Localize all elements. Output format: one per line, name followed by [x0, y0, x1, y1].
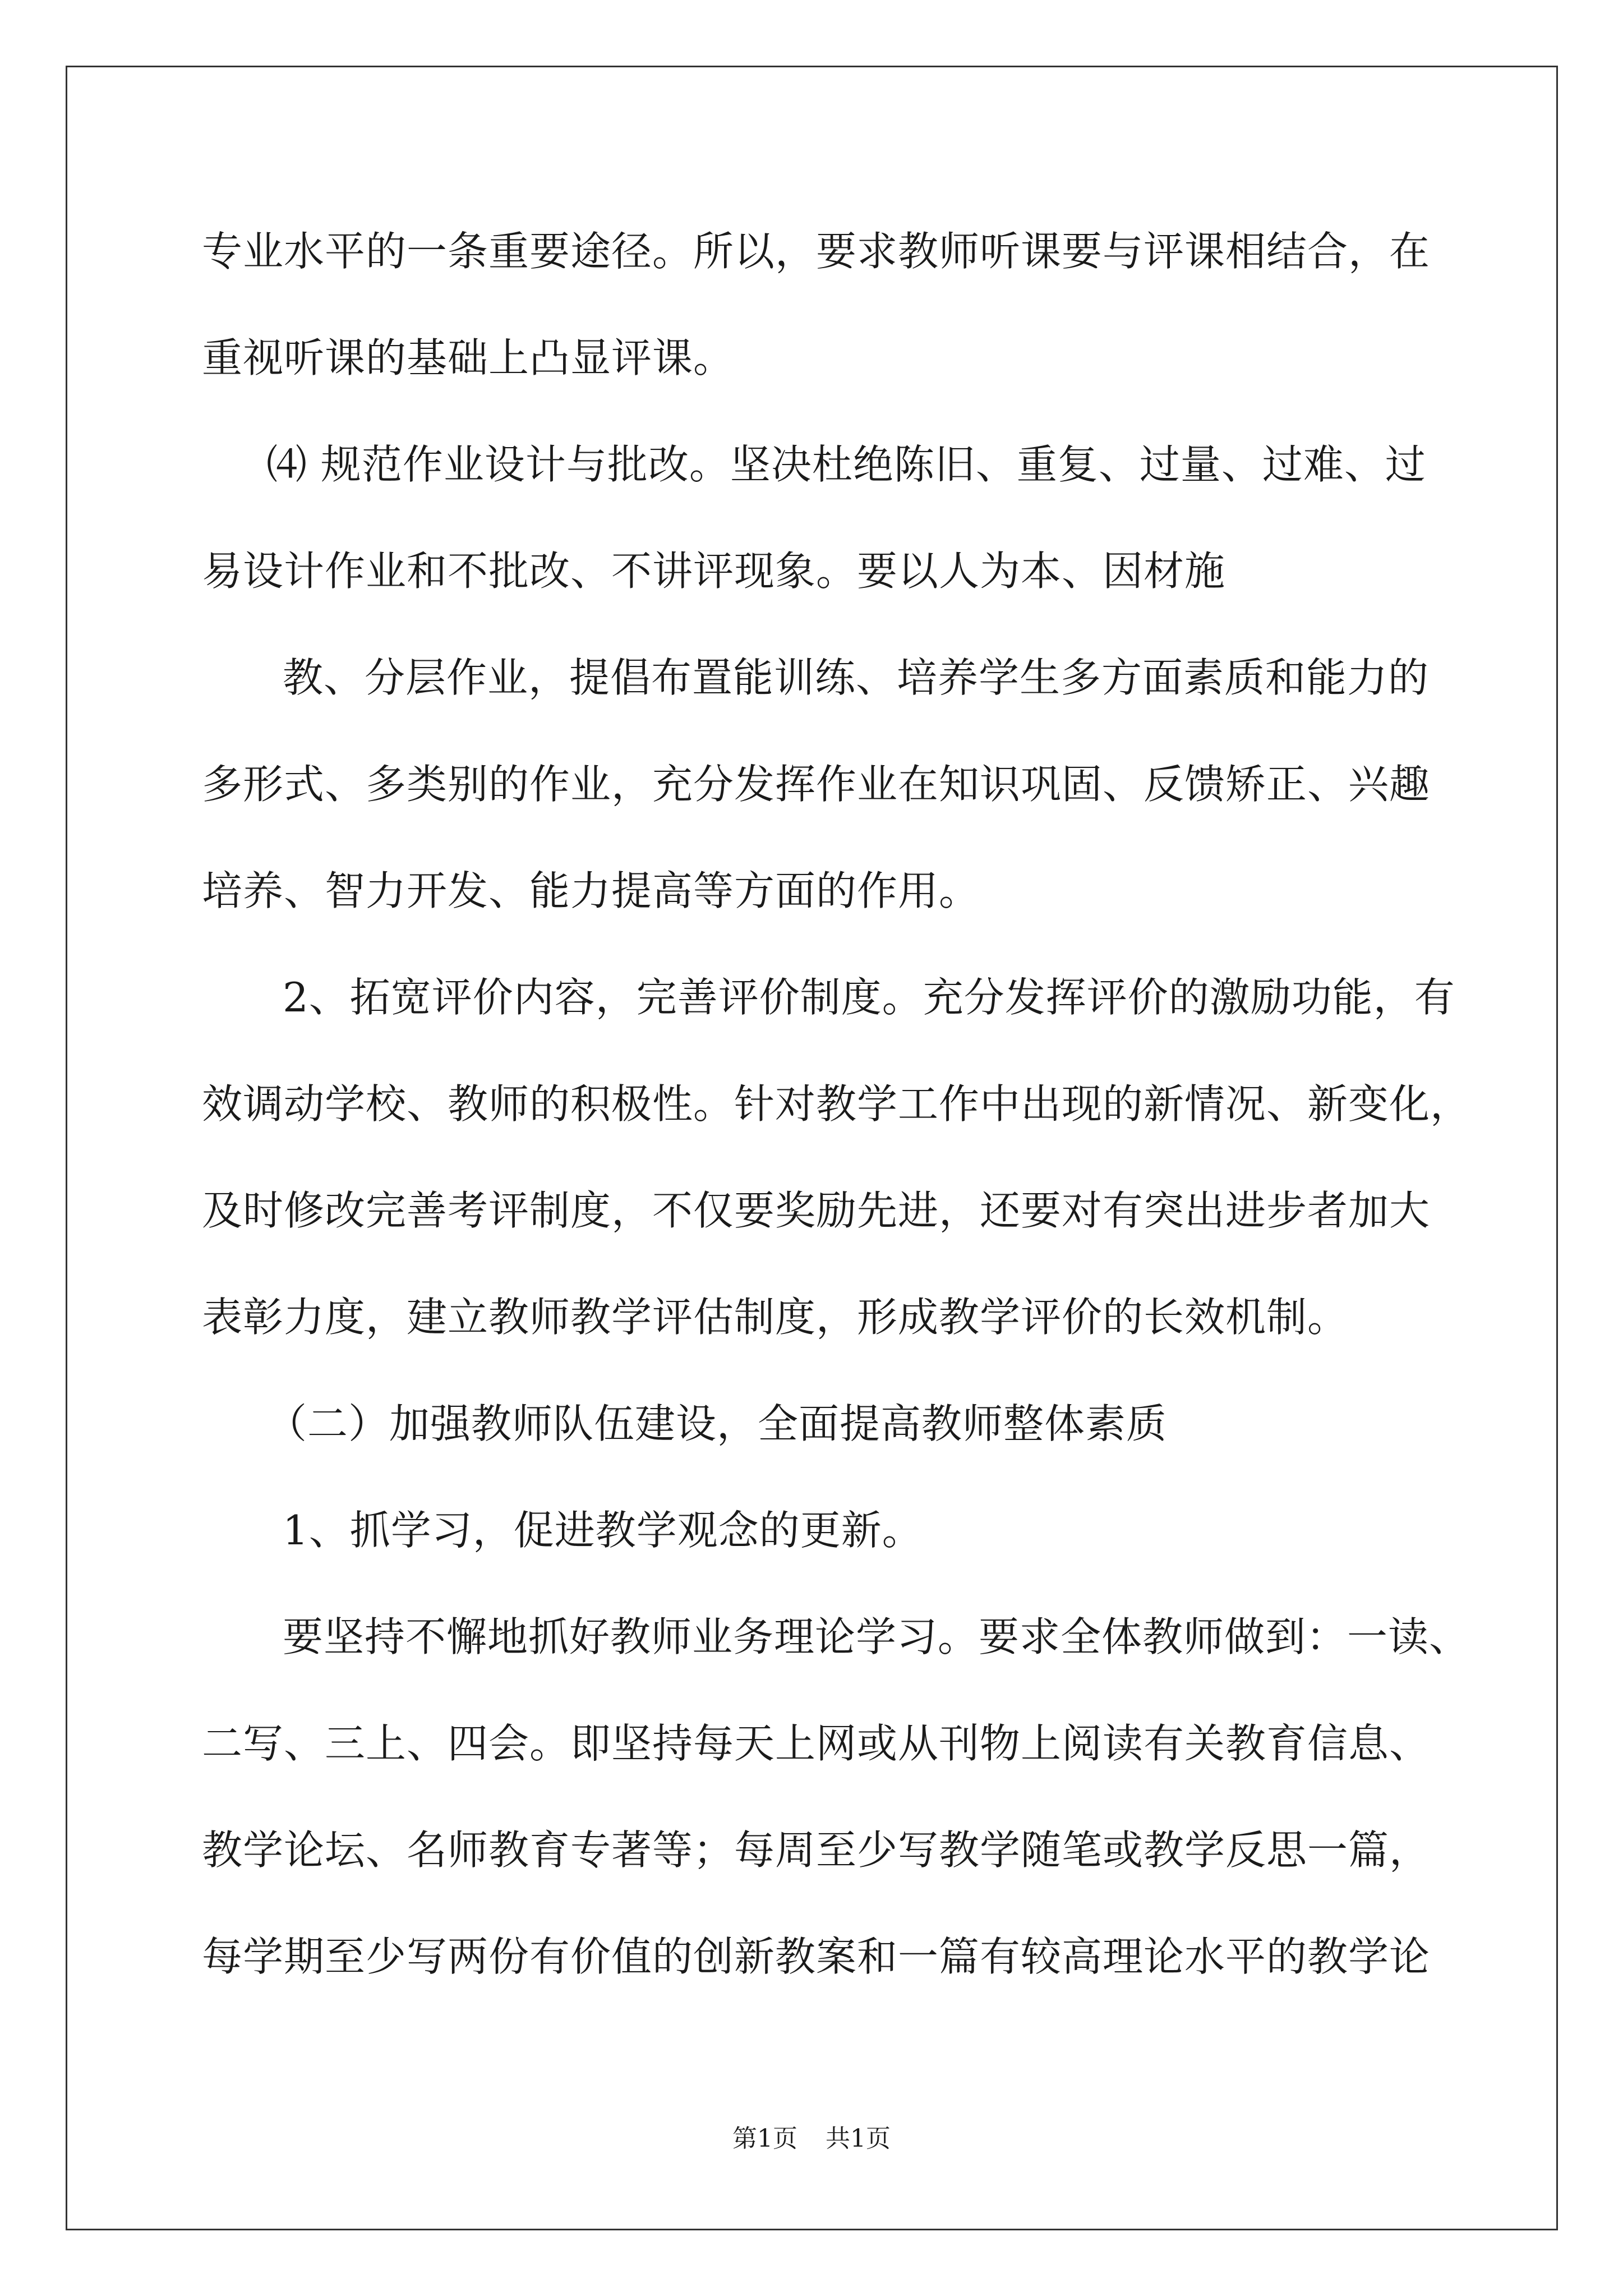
- text-line: 培养、智力开发、能力提高等方面的作用。: [202, 867, 980, 914]
- text-line: 要坚持不懈地抓好教师业务理论学习。要求全体教师做到：一读、: [283, 1613, 1470, 1660]
- page-border: [66, 66, 1558, 2230]
- page-number-current: 第1页: [732, 2124, 797, 2153]
- text-line: ⑷ 规范作业设计与批改。坚决杜绝陈旧、重复、过量、过难、过: [266, 441, 1426, 488]
- section-heading: （二）加强教师队伍建设，全面提高教师整体素质: [266, 1400, 1168, 1447]
- text-line: 教、分层作业，提倡布置能训练、培养学生多方面素质和能力的: [283, 654, 1430, 701]
- text-line: 2、拓宽评价内容，完善评价制度。充分发挥评价的激励功能，有: [283, 974, 1455, 1021]
- text-line: 及时修改完善考评制度，不仅要奖励先进，还要对有突出进步者加大: [202, 1187, 1431, 1234]
- text-line: 教学论坛、名师教育专著等；每周至少写教学随笔或教学反思一篇，: [202, 1826, 1431, 1874]
- text-line: 二写、三上、四会。即坚持每天上网或从刊物上阅读有关教育信息、: [202, 1720, 1431, 1767]
- text-line: 多形式、多类别的作业，充分发挥作业在知识巩固、反馈矫正、兴趣: [202, 761, 1431, 808]
- text-line: 专业水平的一条重要途径。所以，要求教师听课要与评课相结合，在: [202, 228, 1431, 275]
- text-line: 1、抓学习，促进教学观念的更新。: [283, 1507, 923, 1554]
- text-line: 易设计作业和不批改、不讲评现象。要以人为本、因材施: [202, 547, 1226, 595]
- text-line: 效调动学校、教师的积极性。针对教学工作中出现的新情况、新变化，: [202, 1080, 1472, 1128]
- text-line: 表彰力度，建立教师教学评估制度，形成教学评价的长效机制。: [202, 1294, 1349, 1341]
- page-number-total: 共1页: [826, 2124, 891, 2153]
- text-line: 重视听课的基础上凸显评课。: [202, 334, 735, 381]
- text-line: 每学期至少写两份有价值的创新教案和一篇有较高理论水平的教学论: [202, 1933, 1431, 1980]
- page-footer: [0, 2122, 1623, 2156]
